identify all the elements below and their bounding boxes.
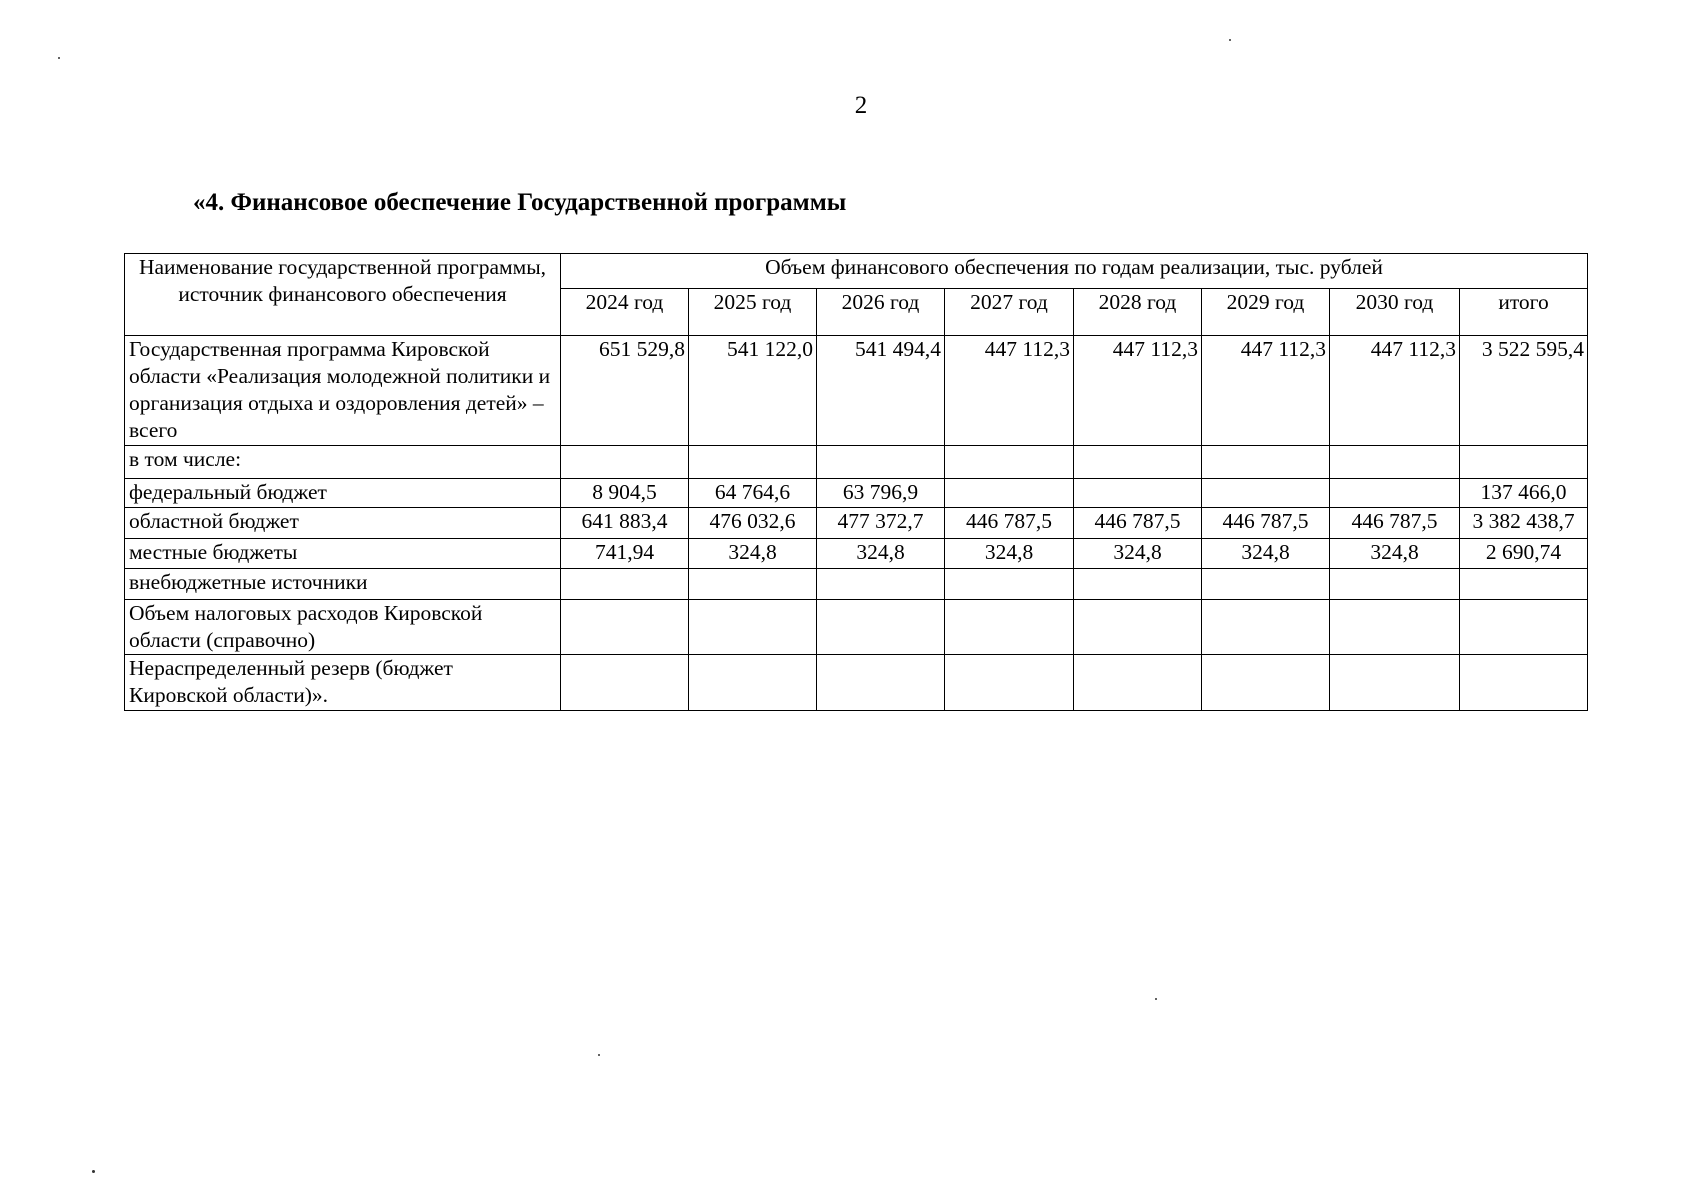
- table-cell: [1330, 655, 1460, 711]
- table-cell: [1074, 446, 1202, 479]
- table-cell: 324,8: [689, 539, 817, 569]
- table-row-regional-budget: [125, 508, 1588, 539]
- scan-speck: [58, 57, 60, 59]
- table-cell: 447 112,3: [1330, 336, 1460, 446]
- table-cell: 64 764,6: [689, 479, 817, 508]
- header-year: 2024 год: [561, 289, 689, 336]
- table-cell: [561, 600, 689, 655]
- scan-speck: [92, 1170, 95, 1173]
- table-row-including: [125, 446, 1588, 479]
- table-row-tax-expenditures: [125, 600, 1588, 655]
- table-cell: 477 372,7: [817, 508, 945, 539]
- table-cell: [945, 479, 1074, 508]
- table-cell: [1202, 446, 1330, 479]
- table-cell: 63 796,9: [817, 479, 945, 508]
- page-number: 2: [854, 92, 868, 119]
- table-cell: [1330, 569, 1460, 600]
- table-cell: [689, 569, 817, 600]
- row-label: Государственная программа Кировской области «Реализация молодежной политики и организация отдыха и оздоровления детей» – всего: [125, 336, 561, 446]
- row-label: Объем налоговых расходов Кировской области (справочно): [125, 600, 561, 655]
- table-cell: 476 032,6: [689, 508, 817, 539]
- header-total: итого: [1460, 289, 1588, 336]
- table-cell: [689, 655, 817, 711]
- row-label: внебюджетные источники: [125, 569, 561, 600]
- table-row-federal-budget: [125, 479, 1588, 508]
- header-year: 2028 год: [1074, 289, 1202, 336]
- table-cell: [1074, 600, 1202, 655]
- table-cell: [817, 569, 945, 600]
- table-cell: [689, 600, 817, 655]
- table-cell: 324,8: [945, 539, 1074, 569]
- table-cell: 324,8: [817, 539, 945, 569]
- header-year: 2030 год: [1330, 289, 1460, 336]
- table-cell: 2 690,74: [1460, 539, 1588, 569]
- header-year: 2026 год: [817, 289, 945, 336]
- table-cell: [945, 655, 1074, 711]
- table-cell: [945, 569, 1074, 600]
- row-label: областной бюджет: [125, 508, 561, 539]
- header-program-name: Наименование государственной программы, источник финансового обеспечения: [125, 254, 561, 336]
- header-funding-volume: Объем финансового обеспечения по годам реализации, тыс. рублей: [561, 254, 1588, 289]
- table-cell: [1074, 569, 1202, 600]
- table-cell: [817, 655, 945, 711]
- table-cell: 324,8: [1330, 539, 1460, 569]
- table-cell: [561, 569, 689, 600]
- table-cell: 541 122,0: [689, 336, 817, 446]
- table-cell: 324,8: [1202, 539, 1330, 569]
- row-label: федеральный бюджет: [125, 479, 561, 508]
- table-cell: 447 112,3: [1074, 336, 1202, 446]
- table-cell: [1460, 569, 1588, 600]
- table-cell: [1074, 479, 1202, 508]
- table-cell: [1202, 600, 1330, 655]
- table-cell: 447 112,3: [1202, 336, 1330, 446]
- table-cell: 137 466,0: [1460, 479, 1588, 508]
- table-row-program-total: [125, 336, 1588, 446]
- table-cell: 446 787,5: [1330, 508, 1460, 539]
- header-year: 2027 год: [945, 289, 1074, 336]
- table-cell: 446 787,5: [1074, 508, 1202, 539]
- table-cell: [817, 600, 945, 655]
- scan-speck: [1155, 998, 1157, 1000]
- table-cell: 3 382 438,7: [1460, 508, 1588, 539]
- table-cell: [1330, 600, 1460, 655]
- section-title: «4. Финансовое обеспечение Государственной программы: [193, 189, 847, 216]
- table-row-local-budgets: [125, 539, 1588, 569]
- row-label: Нераспределенный резерв (бюджет Кировской области)».: [125, 655, 561, 711]
- table-cell: [1460, 600, 1588, 655]
- table-cell: [1330, 479, 1460, 508]
- table-cell: 447 112,3: [945, 336, 1074, 446]
- table-cell: [1202, 479, 1330, 508]
- header-year: 2025 год: [689, 289, 817, 336]
- table-cell: 741,94: [561, 539, 689, 569]
- table-cell: [945, 600, 1074, 655]
- table-cell: 541 494,4: [817, 336, 945, 446]
- scan-speck: [598, 1054, 600, 1056]
- table-cell: [1074, 655, 1202, 711]
- table-cell: 3 522 595,4: [1460, 336, 1588, 446]
- table-cell: 324,8: [1074, 539, 1202, 569]
- table-cell: [945, 446, 1074, 479]
- table-cell: 641 883,4: [561, 508, 689, 539]
- table-cell: [817, 446, 945, 479]
- row-label: местные бюджеты: [125, 539, 561, 569]
- table-row-extrabudgetary: [125, 569, 1588, 600]
- table-cell: [689, 446, 817, 479]
- header-row-1: [125, 254, 1588, 289]
- table-cell: [1202, 569, 1330, 600]
- table-cell: 446 787,5: [945, 508, 1074, 539]
- table-cell: [1330, 446, 1460, 479]
- table-cell: [1202, 655, 1330, 711]
- row-label: в том числе:: [125, 446, 561, 479]
- table-cell: 446 787,5: [1202, 508, 1330, 539]
- table-row-unallocated-reserve: [125, 655, 1588, 711]
- header-year: 2029 год: [1202, 289, 1330, 336]
- table-cell: 651 529,8: [561, 336, 689, 446]
- scan-speck: [1229, 39, 1231, 41]
- table-cell: [1460, 446, 1588, 479]
- financing-table: [124, 253, 1588, 711]
- table-cell: [1460, 655, 1588, 711]
- table-cell: [561, 655, 689, 711]
- table-cell: [561, 446, 689, 479]
- table-cell: 8 904,5: [561, 479, 689, 508]
